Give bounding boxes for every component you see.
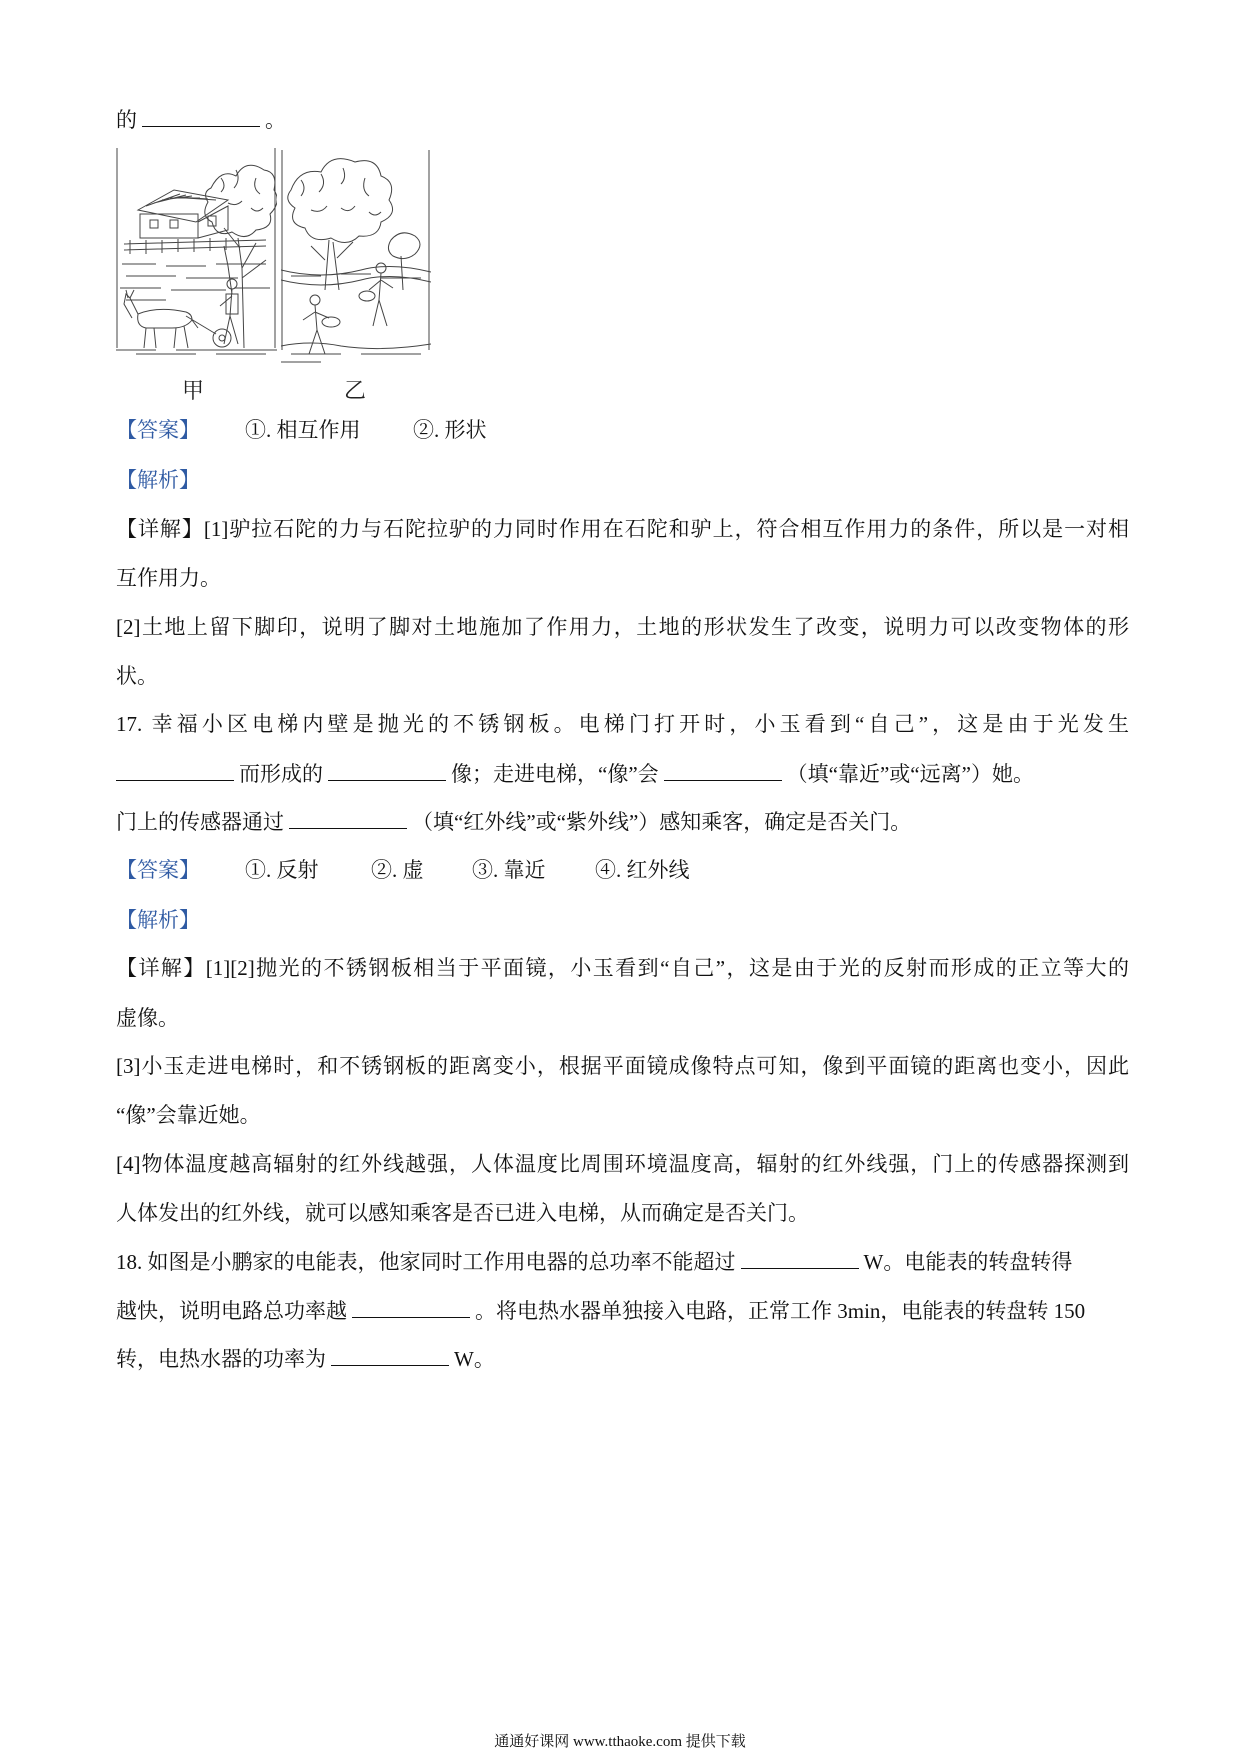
q17-detail-line-4: “像”会靠近她。: [116, 1103, 261, 1127]
answer-blank: [664, 760, 782, 781]
q17-line-1: 17. 幸福小区电梯内壁是抛光的不锈钢板。电梯门打开时，小玉看到“自己”，这是由于光发生: [116, 712, 1129, 736]
illustration-left: [116, 148, 277, 376]
q16-answer-2: ②. 形状: [413, 418, 487, 442]
q17-detail-line-2: 虚像。: [116, 1006, 179, 1030]
q17-detail-line-1: [116, 954, 1129, 982]
q17-answer-3: ③. 靠近: [472, 858, 546, 882]
q16-tail-before: 的: [116, 108, 137, 132]
q18-seg-1a: 18. 如图是小鹏家的电能表，他家同时工作用电器的总功率不能超过: [116, 1250, 736, 1274]
answer-tag: 【答案】: [116, 858, 200, 882]
q16-answer-1: ①. 相互作用: [245, 418, 361, 442]
q17-line-2: [116, 760, 1034, 788]
q16-detail-line-1: [116, 515, 1129, 543]
q17-seg-2b: 像；走进电梯，“像”会: [451, 762, 659, 786]
q17-seg-2c: （填“靠近”或“远离”）她。: [786, 762, 1034, 786]
figure-label-right: 乙: [344, 378, 367, 403]
page-footer: 通通好课网 www.tthaoke.com 提供下载: [494, 1734, 746, 1750]
q17-answer-1: ①. 反射: [245, 858, 319, 882]
detail-tag: 【详解】: [116, 517, 204, 541]
detail-tag: 【详解】: [116, 956, 206, 980]
q16-detail-line-4: 状。: [116, 664, 158, 688]
q16-tail-line: [116, 106, 286, 134]
q18-line-3: [116, 1345, 495, 1373]
q18-seg-1b: W。电能表的转盘转得: [863, 1250, 1073, 1274]
q17-detail-line-5: [4]物体温度越高辐射的红外线越强，人体温度比周围环境温度高，辐射的红外线强，门上的传感器探测到: [116, 1152, 1129, 1176]
q18-line-1: [116, 1248, 1072, 1276]
q17-detail-text-1: [1][2]抛光的不锈钢板相当于平面镜，小玉看到“自己”，这是由于光的反射而形成的正立等大的: [205, 956, 1129, 980]
q16-detail-line-3: [2]土地上留下脚印，说明了脚对土地施加了作用力，土地的形状发生了改变，说明力可以改变物体的形: [116, 615, 1129, 639]
q16-tail-after: 。: [265, 108, 286, 132]
q16-detail-line-2: 互作用力。: [116, 566, 221, 590]
q17-seg-3a: 门上的传感器通过: [116, 810, 284, 834]
answer-blank: [142, 106, 260, 127]
q18-seg-3a: 转，电热水器的功率为: [116, 1347, 326, 1371]
answer-blank: [328, 760, 446, 781]
answer-blank: [116, 760, 234, 781]
q17-line-3: [116, 808, 911, 836]
q17-seg-2a: 而形成的: [239, 762, 323, 786]
q17-answer-4: ④. 红外线: [595, 858, 690, 882]
q17-seg-3b: （填“红外线”或“紫外线”）感知乘客，确定是否关门。: [412, 810, 912, 834]
answer-blank: [289, 808, 407, 829]
answer-blank: [331, 1345, 449, 1366]
q17-detail-line-6: 人体发出的红外线，就可以感知乘客是否已进入电梯，从而确定是否关门。: [116, 1201, 809, 1225]
q18-line-2: [116, 1297, 1085, 1325]
q17-detail-line-3: [3]小玉走进电梯时，和不锈钢板的距离变小，根据平面镜成像特点可知，像到平面镜的距离也变小，因此: [116, 1054, 1129, 1078]
q18-seg-2b: 。将电热水器单独接入电路，正常工作 3min，电能表的转盘转 150: [475, 1299, 1086, 1323]
q16-detail-text-1: [1]驴拉石陀的力与石陀拉驴的力同时作用在石陀和驴上，符合相互作用力的条件，所以是一对相: [203, 517, 1130, 541]
q18-seg-2a: 越快，说明电路总功率越: [116, 1299, 347, 1323]
q18-seg-3b: W。: [454, 1347, 495, 1371]
illustration-right: [281, 150, 431, 372]
q17-answer-2: ②. 虚: [371, 858, 424, 882]
q17-answer-line: [116, 856, 1129, 884]
answer-blank: [741, 1248, 859, 1269]
answer-tag: 【答案】: [116, 418, 200, 442]
figure-label-left: 甲: [182, 378, 205, 403]
q16-answer-line: [116, 416, 1129, 444]
q17-analysis-tag: 【解析】: [116, 908, 200, 932]
q16-analysis-tag: 【解析】: [116, 468, 200, 492]
answer-blank: [352, 1297, 470, 1318]
